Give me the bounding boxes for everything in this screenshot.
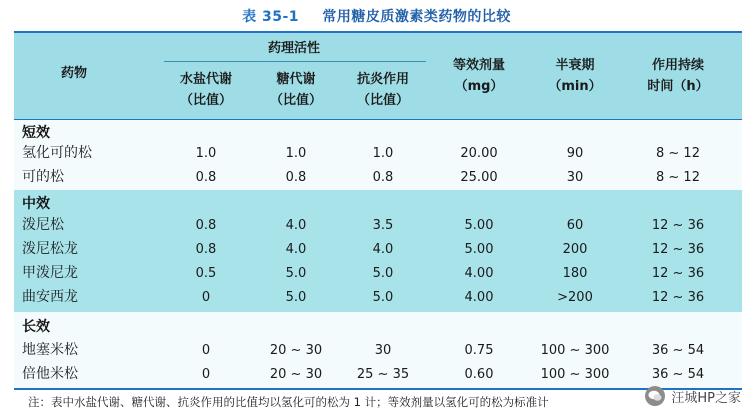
header-subrule [164,61,426,62]
header-duration-line1: 作用持续 [651,58,704,73]
cell-dose: 5.00 [464,218,494,233]
header-duration [628,55,728,97]
header-drug: 药物 [60,66,87,81]
table-number: 表 35-1 [242,9,300,25]
cell-dose: 0.75 [464,343,494,358]
group-label-long: 长效 [22,319,50,335]
watermark-text: 汪城HP之家 [671,390,741,406]
header-halflife-line1: 半衰期 [555,58,595,73]
header-dose-line1: 等效剂量 [452,58,505,73]
header-halflife-line2: （min） [548,79,602,94]
cell-duration: 12 ~ 36 [651,242,705,257]
drug-name: 氢化可的松 [22,145,92,161]
cell-duration: 12 ~ 36 [651,266,705,281]
drug-name: 可的松 [22,169,64,185]
cell-sugar: 5.0 [285,266,307,281]
drug-name: 倍他米松 [22,366,78,382]
cell-sugar: 0.8 [285,170,307,185]
header-salt-line2: （比值） [179,93,232,108]
cell-duration: 12 ~ 36 [651,218,705,233]
header-salt [164,69,248,111]
drug-name: 泼尼松 [22,217,64,233]
header-sugar-line1: 糖代谢 [276,72,316,87]
cell-salt: 0 [201,343,211,358]
cell-salt: 0 [201,367,211,382]
table-header [14,33,742,119]
header-duration-line2: 时间（h） [647,79,709,94]
bottom-rule [14,388,742,390]
cell-duration: 36 ~ 54 [651,367,705,382]
cell-anti: 1.0 [372,146,394,161]
cell-dose: 4.00 [464,290,494,305]
header-halflife [530,55,620,97]
cell-duration: 8 ~ 12 [656,146,700,161]
cell-halflife: 100 ~ 300 [540,343,610,358]
cell-halflife: 100 ~ 300 [540,367,610,382]
cell-salt: 1.0 [195,146,217,161]
group-label-short: 短效 [22,125,50,141]
header-salt-line1: 水盐代谢 [179,72,232,87]
group-label-mid: 中效 [22,196,50,212]
drug-name: 甲泼尼龙 [22,265,78,281]
header-sugar [254,69,338,111]
cell-anti: 25 ~ 35 [356,367,410,382]
cell-duration: 36 ~ 54 [651,343,705,358]
header-sugar-line2: （比值） [269,93,322,108]
cell-anti: 0.8 [372,170,394,185]
drug-name: 曲安西龙 [22,289,78,305]
cell-anti: 30 [374,343,392,358]
cell-dose: 5.00 [464,242,494,257]
cell-duration: 12 ~ 36 [651,290,705,305]
cell-anti: 5.0 [372,290,394,305]
cell-sugar: 4.0 [285,218,307,233]
header-dose [434,55,524,97]
header-anti-line2: （比值） [356,93,409,108]
cell-salt: 0.8 [195,218,217,233]
cell-dose: 0.60 [464,367,494,382]
cell-anti: 5.0 [372,266,394,281]
cell-salt: 0 [201,290,211,305]
cell-halflife: 180 [562,266,588,281]
cell-halflife: 30 [566,170,584,185]
cell-dose: 20.00 [460,146,498,161]
table-row [14,262,742,285]
cell-salt: 0.5 [195,266,217,281]
drug-name: 地塞米松 [22,342,78,358]
drug-name: 泼尼松龙 [22,241,78,257]
cell-halflife: >200 [557,290,593,305]
cell-dose: 4.00 [464,266,494,281]
cell-sugar: 5.0 [285,290,307,305]
cell-sugar: 1.0 [285,146,307,161]
cell-halflife: 200 [562,242,588,257]
table-row [14,214,742,237]
table-row [14,286,742,309]
cell-halflife: 90 [566,146,584,161]
cell-halflife: 60 [566,218,584,233]
wechat-bubble-icon [645,386,665,406]
cell-dose: 25.00 [460,170,498,185]
table-row [14,166,742,189]
cell-sugar: 20 ~ 30 [269,343,323,358]
table-title: 常用糖皮质激素类药物的比较 [322,9,511,25]
table-caption [0,6,753,28]
header-activity-group: 药理活性 [267,41,320,56]
cell-sugar: 20 ~ 30 [269,367,323,382]
cell-sugar: 4.0 [285,242,307,257]
header-dose-line2: （mg） [454,79,504,94]
cell-anti: 4.0 [372,242,394,257]
watermark [645,384,741,408]
header-anti [340,69,426,111]
table-row [14,238,742,261]
cell-duration: 8 ~ 12 [656,170,700,185]
header-anti-line1: 抗炎作用 [356,72,409,87]
cell-anti: 3.5 [372,218,394,233]
table-row [14,339,742,362]
table-row [14,142,742,165]
table-row [14,363,742,386]
cell-salt: 0.8 [195,170,217,185]
cell-salt: 0.8 [195,242,217,257]
table-footnote: 注：表中水盐代谢、糖代谢、抗炎作用的比值均以氢化可的松为 1 计；等效剂量以氢化可的松为标准计 [28,395,549,409]
